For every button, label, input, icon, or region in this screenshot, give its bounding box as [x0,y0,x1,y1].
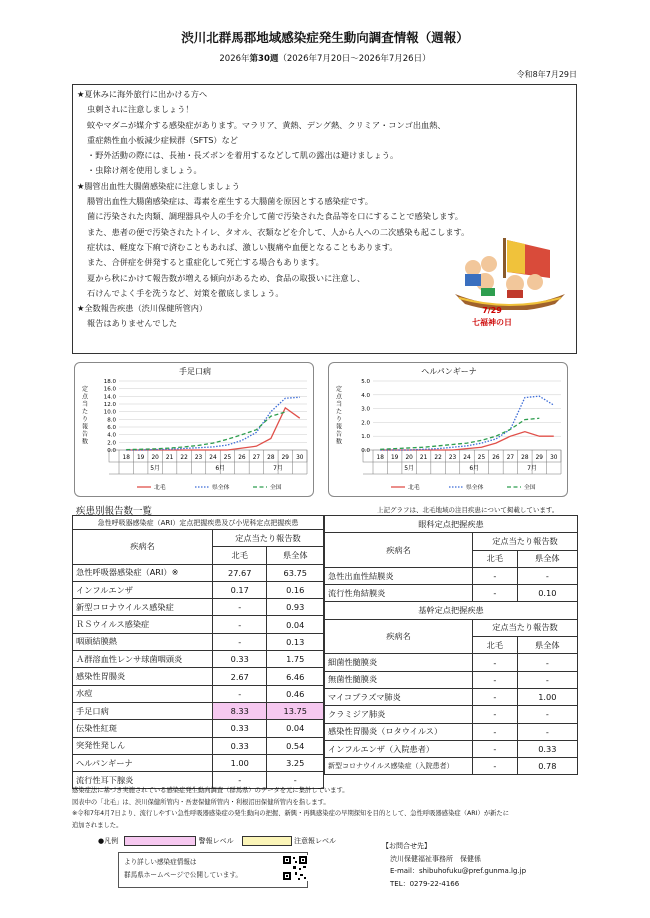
disease-name: 急性呼吸器感染症（ARI）※ [73,564,213,581]
ken-value: 13.75 [267,702,324,719]
base-header: 基幹定点把握疾患 [325,602,578,619]
col-ken: 県全体 [517,550,577,567]
contact-office: 渋川保健福祉事務所 保健係 [390,854,481,863]
hokumo-value: 0.33 [213,737,267,754]
disease-name: Ａ群溶血性レンサ球菌咽頭炎 [73,651,213,668]
x-tick-label: 23 [448,455,457,461]
x-tick-label: 29 [281,455,290,461]
ken-value: 0.46 [267,685,324,702]
y-tick-label: 10.0 [103,409,116,416]
y-tick-label: 12.0 [103,402,116,408]
y-axis-label: 点 [81,393,89,401]
month-label: 7月 [527,465,537,472]
y-tick-label: 14.0 [103,394,116,401]
ken-value: 0.04 [267,616,324,633]
hokumo-value: - [473,671,518,688]
table-row [73,581,324,598]
disease-name: 突発性発しん [73,737,213,754]
y-tick-label: 1.0 [361,434,370,441]
y-tick-label: 0.0 [361,448,370,454]
table-row [325,758,578,775]
hokumo-value: - [213,685,267,702]
col-ken: 県全体 [517,637,577,654]
footnotes [72,785,509,831]
y-tick-label: 0.0 [107,448,116,454]
ken-value: 0.93 [267,599,324,616]
hokumo-value: 0.33 [213,651,267,668]
ken-value: 0.13 [267,633,324,650]
col-per: 定点当たり報告数 [213,530,324,547]
notice-line: また、合併症を併発すると重症化して死亡する場合もあります。 [87,257,324,268]
hfmd-chart [75,363,315,498]
hokumo-value: - [473,706,518,723]
page-title: 渋川北群馬郡地域感染症発生動向調査情報（週報） [181,30,469,45]
notice-heading-ehec: ★腸管出血性大腸菌感染症に注意しましょう [77,180,240,191]
contact-title: 【お問合せ先】 [382,842,431,850]
hokumo-value: - [473,723,518,740]
eye-base-table [324,515,578,775]
month-label: 6月 [215,465,226,472]
x-tick-label: 22 [434,455,442,461]
y-tick-label: 5.0 [361,379,370,385]
y-axis-label: 定 [81,386,89,393]
table-row [73,599,324,616]
col-disease: 疾病名 [325,533,473,568]
y-tick-label: 4.0 [107,432,116,439]
x-tick-label: 18 [122,455,130,461]
y-tick-label: 18.0 [103,379,116,385]
x-tick-label: 21 [419,455,428,461]
alert-label: 警報レベル [198,837,234,845]
table-row [73,737,324,754]
y-axis-label: 報 [81,423,89,431]
x-tick-label: 20 [151,455,159,461]
chart-title: 手足口病 [179,367,211,376]
table-row [325,723,578,740]
month-label: 5月 [404,465,415,472]
x-tick-label: 24 [463,455,471,461]
disease-name: インフルエンザ（入院患者） [325,740,473,757]
y-axis-label: 報 [335,423,343,431]
x-tick-label: 30 [296,455,304,461]
eye-header: 眼科定点把握疾患 [325,516,578,533]
ken-value: - [517,723,577,740]
x-tick-label: 28 [267,455,275,461]
x-tick-label: 29 [535,455,544,461]
table-row [325,688,578,705]
col-hokumo: 北毛 [213,547,267,564]
disease-name: 伝染性紅斑 [73,720,213,737]
footnote: 追加されました。 [72,821,123,829]
y-axis-label: 告 [335,431,343,438]
ken-value: - [517,654,577,671]
ken-value: 6.46 [267,668,324,685]
legend-label: 北毛 [154,485,166,491]
y-axis-label: 数 [81,438,89,446]
month-label: 5月 [150,465,161,472]
col-per: 定点当たり報告数 [473,533,578,550]
series-line [380,432,554,450]
x-tick-label: 26 [238,455,246,461]
disease-name: 新型コロナウイルス感染症（入院患者） [325,758,473,775]
table-row [73,633,324,650]
series-line [380,396,554,450]
disease-name: 咽頭結膜熱 [73,633,213,650]
x-tick-label: 27 [506,455,515,461]
col-ken: 県全体 [267,547,324,564]
y-tick-label: 8.0 [107,417,116,424]
alert-swatch [124,836,196,846]
info-line1: より詳しい感染症情報は [124,858,197,866]
hokumo-value: - [213,616,267,633]
y-axis-label: 当 [335,401,343,408]
disease-name: インフルエンザ [73,581,213,598]
legend-label: 北毛 [408,485,420,491]
hokumo-value: 0.17 [213,581,267,598]
notice-heading-all: ★全数報告疾患（渋川保健所管内） [77,303,208,314]
seven-lucky-gods-illustration [455,238,565,310]
legend [98,836,336,846]
disease-name: 水痘 [73,685,213,702]
notice-heading-travel: ★夏休みに海外旅行に出かける方へ [77,89,208,99]
info-box [118,852,308,888]
month-label: 7月 [273,465,283,472]
hokumo-value: - [473,654,518,671]
col-hokumo: 北毛 [473,550,518,567]
table-row [73,651,324,668]
table-row [73,720,324,737]
hokumo-value: 1.00 [213,754,267,771]
table-row [325,671,578,688]
x-tick-label: 20 [405,455,413,461]
footnote: 感染症法に基づき実施されている感染症発生動向調査（群馬県）のデータを元に集計しています。 [72,787,349,794]
x-tick-label: 18 [376,455,384,461]
x-tick-label: 28 [521,455,529,461]
week-subtitle [0,52,650,64]
hokumo-value: - [213,599,267,616]
contact-tel: TEL：0279-22-4166 [390,879,460,888]
x-tick-label: 22 [180,455,188,461]
x-tick-label: 25 [223,455,232,461]
fukujin-note [472,305,512,329]
disease-name: 手足口病 [73,702,213,719]
notice-line: 症状は、軽度な下痢で済むこともあれば、激しい腹痛や血便となることもあります。 [87,241,398,252]
table-row [73,702,324,719]
y-axis-label: 告 [81,431,89,438]
col-hokumo: 北毛 [473,637,518,654]
notice-line: 夏から秋にかけて報告数が増える傾向があるため、食品の取扱いに注意し、 [87,272,366,283]
week-prefix: 2026年 [219,54,250,64]
table-row [325,585,578,602]
y-axis-label: り [335,416,343,423]
table-row [73,564,324,581]
notice-line: ・野外活動の際には、長袖・長ズボンを着用するなどして肌の露出は避けましょう。 [87,150,399,161]
x-tick-label: 23 [194,455,203,461]
left-table-header: 急性呼吸器感染症（ARI）定点把握疾患及び小児科定点把握疾患 [73,516,324,530]
notice-line: 重症熱性血小板減少症候群（SFTS）など [87,134,238,145]
ken-value: - [517,671,577,688]
hokumo-value: 2.67 [213,668,267,685]
report-section-title: 疾患別報告数一覧 [76,506,153,517]
y-axis-label: た [81,408,89,416]
x-tick-label: 19 [136,455,145,461]
legend-label: ●凡例 [98,837,119,845]
x-tick-label: 30 [550,455,558,461]
series-line [380,418,539,449]
hokumo-value: 27.67 [213,564,267,581]
table-row [325,740,578,757]
disease-name: 細菌性髄膜炎 [325,654,473,671]
hokumo-value: - [473,585,518,602]
col-per: 定点当たり報告数 [473,619,578,636]
disease-name: 流行性耳下腺炎 [73,772,213,789]
ken-value: 0.10 [517,585,577,602]
table-row [325,654,578,671]
ken-value: - [267,772,324,789]
x-tick-label: 19 [390,455,399,461]
x-tick-label: 21 [165,455,174,461]
graph-note: 上記グラフは、北毛地域の注目疾患について掲載しています。 [377,506,559,514]
y-tick-label: 2.0 [107,440,116,447]
fukujin-label: 七福神の日 [472,318,512,327]
ken-value: - [517,706,577,723]
qr-code-icon[interactable] [282,855,308,881]
disease-name: 感染性胃腸炎 [73,668,213,685]
y-axis-label: 当 [81,401,89,408]
table-row [73,616,324,633]
contact-info [382,840,526,890]
notice-line: 腸管出血性大腸菌感染症は、毒素を産生する大腸菌を原因とする感染症です。 [87,196,373,207]
hokumo-value: - [473,740,518,757]
table-row [325,706,578,723]
y-axis-label: 点 [335,393,343,401]
ken-value: 0.04 [267,720,324,737]
hokumo-value: - [473,758,518,775]
notice-line: また、患者の便で汚染されたトイレ、タオル、衣類などを介して、人から人への二次感染も起こします。 [87,226,470,237]
notice-line: 菌に汚染された肉類、調理器具や人の手を介して菌で汚染された食品等を口にすることで感染します。 [87,211,463,222]
disease-name: マイコプラズマ肺炎 [325,688,473,705]
y-axis-label: 定 [335,386,343,393]
y-tick-label: 3.0 [361,406,370,413]
hokumo-value: 0.33 [213,720,267,737]
disease-name: 感染性胃腸炎（ロタウイルス） [325,723,473,740]
col-disease: 疾病名 [325,619,473,654]
legend-label: 全国 [270,485,282,491]
caution-label: 注意報レベル [294,837,337,845]
x-tick-label: 26 [492,455,500,461]
ken-value: 0.33 [517,740,577,757]
x-tick-label: 27 [252,455,261,461]
hokumo-value: - [213,633,267,650]
ken-value: 0.78 [517,758,577,775]
week-range: （2026年7月20日～2026年7月26日） [278,54,431,64]
ken-value: 3.25 [267,754,324,771]
x-tick-label: 25 [477,455,486,461]
notice-line: 石けんでよく手を洗うなど、対策を徹底しましょう。 [87,287,284,298]
disease-name: クラミジア肺炎 [325,706,473,723]
hfmd-chart-panel [74,362,314,497]
x-tick-label: 24 [209,455,217,461]
disease-name: 新型コロナウイルス感染症 [73,599,213,616]
notice-line: 虫刺されに注意しましょう！ [87,104,194,115]
table-row [73,668,324,685]
disease-name: ヘルパンギーナ [73,754,213,771]
notice-line: ・虫除け剤を使用しましょう。 [87,165,202,176]
table-row [73,685,324,702]
table-row [325,567,578,584]
ken-value: 1.75 [267,651,324,668]
chart-title: ヘルパンギーナ [421,367,477,376]
info-line2: 群馬県ホームページで公開しています。 [124,871,243,879]
disease-name: 急性出血性結膜炎 [325,567,473,584]
week-number: 第30週 [249,54,279,64]
ken-value: 63.75 [267,564,324,581]
y-tick-label: 6.0 [107,425,116,431]
legend-label: 県全体 [466,485,484,491]
legend-label: 全国 [524,485,536,491]
y-axis-label: 数 [335,438,343,446]
y-axis-label: た [335,408,343,416]
fukujin-date: 7/29 [482,306,502,315]
herpangina-chart [329,363,569,498]
caution-swatch [242,836,292,846]
hokumo-value: - [473,567,518,584]
hokumo-value: - [213,772,267,789]
y-tick-label: 2.0 [361,420,370,427]
y-tick-label: 4.0 [361,392,370,399]
month-label: 6月 [469,465,480,472]
table-row [73,754,324,771]
hokumo-value: 8.33 [213,702,267,719]
ken-value: 1.00 [517,688,577,705]
legend-label: 県全体 [212,485,230,491]
contact-email[interactable]: E-mail：shibuhofuku@pref.gunma.lg.jp [390,867,527,875]
disease-name: 流行性角結膜炎 [325,585,473,602]
issue-date: 令和8年7月29日 [516,70,577,79]
y-axis-label: り [81,416,89,423]
notice-line: 報告はありませんでした [87,318,178,329]
ken-value: 0.16 [267,581,324,598]
ken-value: - [517,567,577,584]
footnote: 図表中の「北毛」は、渋川保健所管内・吾妻保健所管内・利根沼田保健所管内を指します。 [72,798,330,806]
ari-pediatric-table [72,515,324,789]
y-tick-label: 16.0 [103,386,116,393]
herpangina-chart-panel [328,362,568,497]
footnote: ※令和7年4月7日より、流行しやすい急性呼吸器感染症の発生動向の把握、新興・再興感染症の早期探知を目的として、急性呼吸器感染症（ARI）が新たに [72,810,510,817]
notice-line: 蚊やマダニが媒介する感染症があります。マラリア、黄熱、デング熱、クリミア・コンゴ出血熱、 [87,119,446,130]
hokumo-value: - [473,688,518,705]
ken-value: 0.54 [267,737,324,754]
col-disease: 疾病名 [73,530,213,565]
disease-name: 無菌性髄膜炎 [325,671,473,688]
disease-name: ＲＳウイルス感染症 [73,616,213,633]
